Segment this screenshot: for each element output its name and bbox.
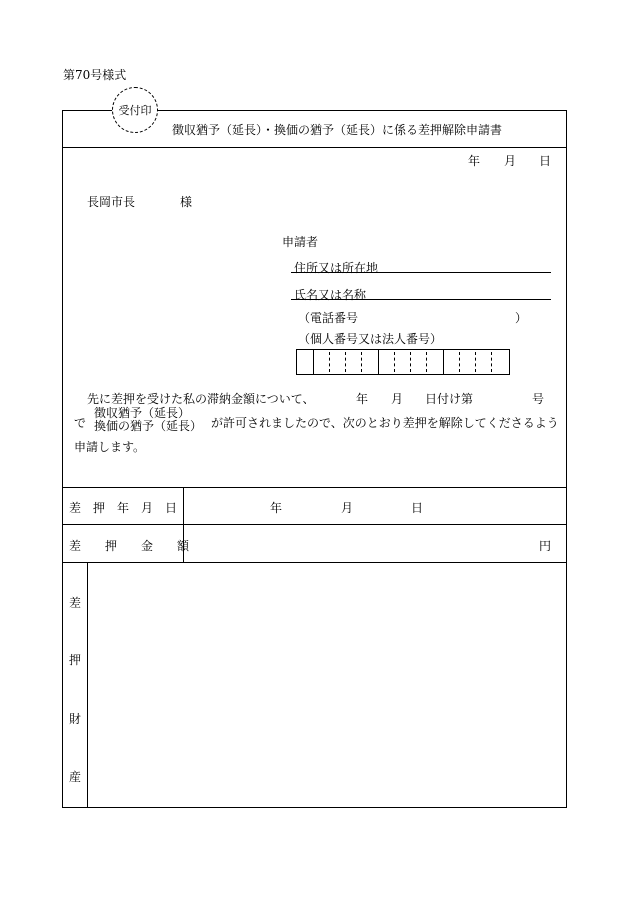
- seizure-date-day: 日: [411, 501, 424, 515]
- property-label-char: 産: [69, 770, 82, 784]
- id-cell-divider: [459, 352, 460, 372]
- address-label: 住所又は所在地: [294, 261, 379, 275]
- body-line1-year: 年: [356, 392, 369, 406]
- body-line2-rest: が許可されましたので、次のとおり差押を解除してくださるよう: [211, 416, 559, 430]
- seizure-date-month: 月: [341, 501, 354, 515]
- id-number-label: （個人番号又は法人番号）: [298, 332, 443, 346]
- stamp-label: 受付印: [118, 104, 152, 117]
- date-year-label: 年: [468, 154, 481, 168]
- seizure-amount-unit: 円: [539, 539, 552, 553]
- property-label-char: 押: [69, 653, 82, 667]
- body-line1-month: 月: [391, 392, 404, 406]
- address-underline[interactable]: [291, 272, 551, 273]
- id-group-divider: [443, 349, 444, 375]
- phone-close: ）: [515, 311, 528, 325]
- stacked-option-bottom: 換価の猶予（延長）: [94, 419, 203, 433]
- body-line1-number: 号: [532, 392, 545, 406]
- table-top-divider: [62, 487, 567, 488]
- title-divider: [62, 147, 567, 148]
- phone-label: （電話番号: [298, 311, 359, 325]
- date-month-label: 月: [504, 154, 517, 168]
- seizure-amount-label: 差 押 金 額: [69, 539, 190, 553]
- stacked-option-top: 徴収猶予（延長）: [94, 406, 191, 420]
- id-cell-divider: [426, 352, 427, 372]
- form-title: 徴収猶予（延長）・換価の猶予（延長）に係る差押解除申請書: [172, 123, 503, 137]
- id-cell-divider: [329, 352, 330, 372]
- id-cell-divider: [410, 352, 411, 372]
- body-line2-de: で: [74, 416, 87, 430]
- property-label-char: 財: [69, 712, 82, 726]
- addressee-name: 長岡市長: [87, 195, 136, 209]
- seized-property-field[interactable]: [88, 563, 566, 807]
- id-cell-divider: [394, 352, 395, 372]
- seizure-date-year: 年: [270, 501, 283, 515]
- id-group-divider: [313, 349, 314, 375]
- body-line3: 申請します。: [74, 440, 146, 454]
- applicant-heading: 申請者: [282, 235, 319, 249]
- name-label: 氏名又は名称: [294, 288, 367, 302]
- form-number: 第70号様式: [63, 68, 127, 82]
- seizure-date-label: 差 押 年 月 日: [69, 501, 178, 515]
- body-line1: 先に差押を受けた私の滞納金額について、: [87, 392, 315, 406]
- reception-stamp-area: [112, 87, 158, 133]
- id-group-divider: [378, 349, 379, 375]
- name-underline[interactable]: [291, 299, 551, 300]
- table-row-divider: [62, 524, 567, 525]
- id-cell-divider: [475, 352, 476, 372]
- date-day-label: 日: [539, 154, 552, 168]
- id-cell-divider: [345, 352, 346, 372]
- id-cell-divider: [361, 352, 362, 372]
- id-cell-divider: [491, 352, 492, 372]
- addressee-honorific: 様: [180, 195, 193, 209]
- body-line1-date-no: 日付け第: [425, 392, 474, 406]
- property-label-char: 差: [69, 596, 82, 610]
